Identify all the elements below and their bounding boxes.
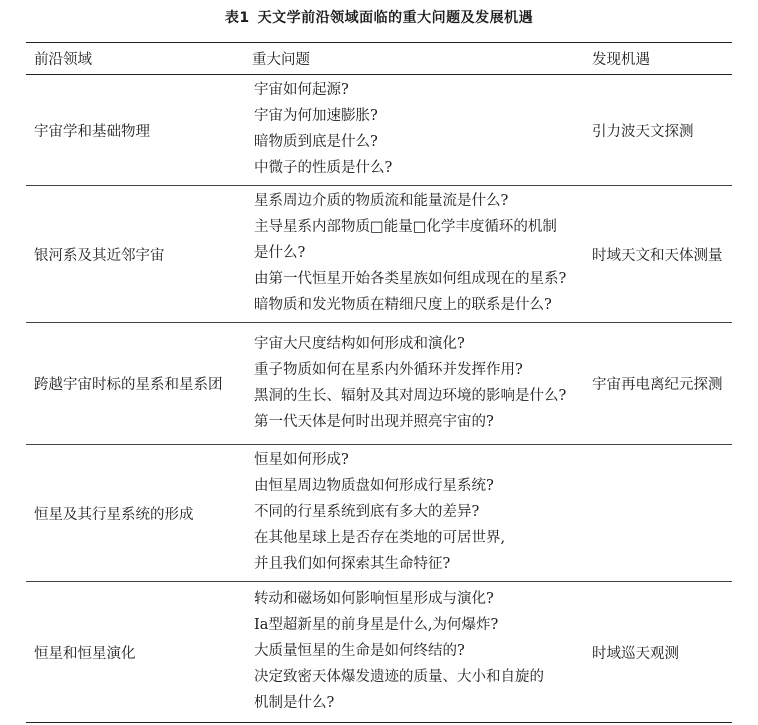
header-opportunity: 发现机遇 — [580, 43, 732, 75]
header-field: 前沿领域 — [26, 43, 244, 75]
field-cell: 宇宙学和基础物理 — [26, 75, 244, 186]
opportunity-cell: 宇宙再电离纪元探测 — [580, 323, 732, 445]
question-line: 星系周边介质的物质流和能量流是什么? — [254, 193, 509, 209]
question-line: 第一代天体是何时出现并照亮宇宙的? — [254, 413, 494, 430]
table-row — [26, 323, 732, 445]
opportunity-cell: 引力波天文探测 — [580, 75, 732, 186]
questions-cell — [244, 445, 580, 582]
question-line: 不同的行星系统到底有多大的差异? — [254, 504, 480, 520]
table-row — [26, 445, 732, 582]
field-cell: 恒星及其行星系统的形成 — [26, 445, 244, 582]
field-cell: 恒星和恒星演化 — [26, 582, 244, 723]
question-line: 宇宙为何加速膨胀? — [254, 108, 378, 124]
question-line: 宇宙大尺度结构如何形成和演化? — [254, 335, 465, 352]
question-line: 中微子的性质是什么? — [254, 160, 393, 176]
table-title: 天文学前沿领域面临的重大问题及发展机遇 — [257, 10, 534, 26]
question-line: 恒星如何形成? — [254, 452, 349, 468]
question-line: 重子物质如何在星系内外循环并发挥作用? — [254, 361, 523, 378]
question-line: 暗物质和发光物质在精细尺度上的联系是什么? — [254, 297, 552, 313]
table-row — [26, 186, 732, 323]
question-line: Ia型超新星的前身星是什么,为何爆炸? — [254, 617, 499, 633]
field-cell: 跨越宇宙时标的星系和星系团 — [26, 323, 244, 445]
questions-cell — [244, 186, 580, 323]
table-caption — [0, 8, 758, 28]
frontier-problems-table — [26, 42, 732, 723]
question-line: 机制是什么? — [254, 695, 335, 711]
question-line: 在其他星球上是否存在类地的可居世界, — [254, 530, 506, 546]
field-cell: 银河系及其近邻宇宙 — [26, 186, 244, 323]
header-row — [26, 43, 732, 75]
question-line: 由恒星周边物质盘如何形成行星系统? — [254, 478, 494, 494]
question-line: 宇宙如何起源? — [254, 82, 349, 98]
question-line: 决定致密天体爆发遗迹的质量、大小和自旋的 — [254, 669, 544, 685]
question-line: 暗物质到底是什么? — [254, 134, 378, 150]
opportunity-cell — [580, 445, 732, 582]
questions-cell — [244, 75, 580, 186]
questions-cell — [244, 323, 580, 445]
question-line: 由第一代恒星开始各类星族如何组成现在的星系? — [254, 271, 567, 287]
table-row — [26, 75, 732, 186]
questions-cell — [244, 582, 580, 723]
question-line: 转动和磁场如何影响恒星形成与演化? — [254, 591, 494, 607]
table-row — [26, 582, 732, 723]
header-questions: 重大问题 — [244, 43, 580, 75]
table-number: 表1 — [224, 10, 250, 26]
question-line: 黑洞的生长、辐射及其对周边环境的影响是什么? — [254, 387, 567, 404]
question-line: 大质量恒星的生命是如何终结的? — [254, 643, 465, 659]
question-line: 是什么? — [254, 245, 306, 261]
question-line: 并且我们如何探索其生命特征? — [254, 556, 451, 572]
opportunity-cell: 时域天文和天体测量 — [580, 186, 732, 323]
question-line: 主导星系内部物质□能量□化学丰度循环的机制 — [254, 219, 557, 235]
opportunity-cell: 时域巡天观测 — [580, 582, 732, 723]
